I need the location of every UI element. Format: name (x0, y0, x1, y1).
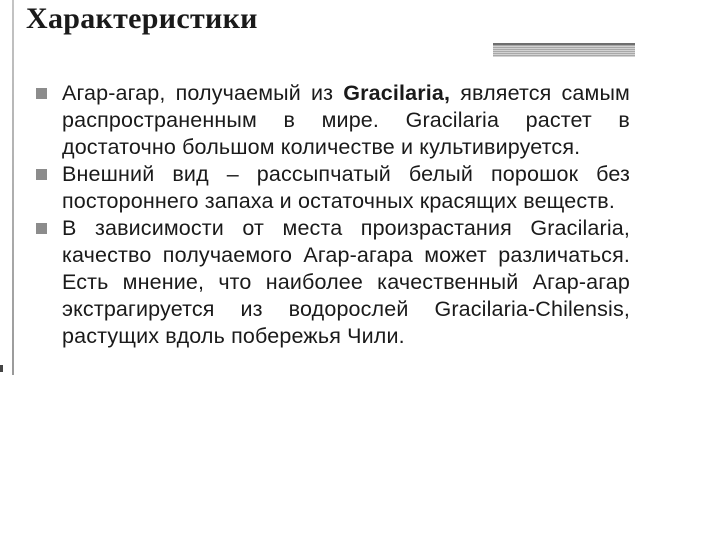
slide-title: Характеристики (26, 2, 258, 35)
bullet-text: Внешний вид – рассыпчатый белый порошок без постороннего запаха и остаточных красящих веществ. (62, 162, 630, 213)
bullet-item (36, 215, 630, 350)
left-edge-mark (0, 365, 3, 372)
bullet-text: В зависимости от места произрастания Gracilaria, качество получаемого Агар-агара может различаться. Есть мнение, что наиболее качественный Агар-агар экстрагируется из водорослей Gracilaria-Chilensis, растущих вдоль побережья Чили. (62, 216, 630, 348)
left-divider-line (12, 0, 14, 375)
title-decor-bar (493, 45, 635, 57)
square-bullet-icon (36, 88, 47, 99)
bullet-item (36, 80, 630, 161)
square-bullet-icon (36, 169, 47, 180)
slide-content (36, 80, 630, 350)
bullet-text-pre: Агар-агар, получаемый из (62, 81, 344, 105)
bullet-text-post: является самым распространенным в мире. Gracilaria растет в достаточно большом количестве и культивируется. (62, 81, 630, 159)
bullet-item (36, 161, 630, 215)
bullet-text-bold: Gracilaria, (343, 81, 451, 105)
square-bullet-icon (36, 223, 47, 234)
bullet-text (62, 80, 630, 161)
